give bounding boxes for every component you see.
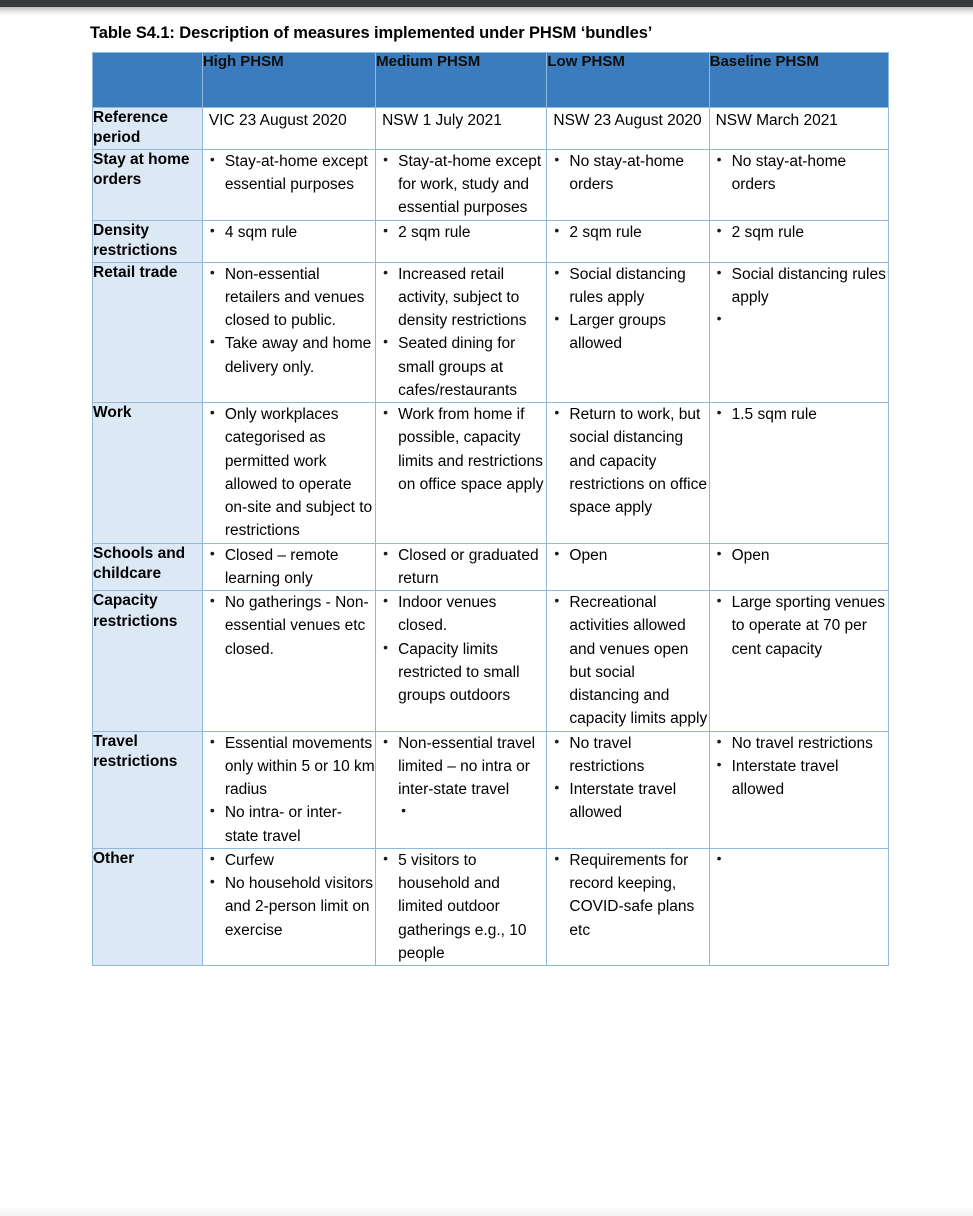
- table-row: [93, 403, 889, 544]
- table-row: [93, 591, 889, 732]
- row-label-reference-period: Reference period: [93, 108, 203, 150]
- bullet-item: • Work from home if possible, capacity limits and restrictions on office space apply: [376, 403, 546, 496]
- cell-schools-and-childcare-baseline: [709, 543, 888, 591]
- bullet-item: • Stay-at-home except for work, study and essential purposes: [376, 150, 546, 220]
- bullet-list: [547, 591, 708, 731]
- bullet-list: [710, 403, 888, 426]
- row-label-density-restrictions: Density restrictions: [93, 220, 203, 262]
- header-cell-medium-phsm: Medium PHSM: [376, 53, 547, 108]
- row-label-work: Work: [93, 403, 203, 544]
- bullet-list: [547, 150, 708, 197]
- cell-reference-period-medium: [376, 108, 547, 150]
- bullet-list: [547, 544, 708, 567]
- bullet-list: [203, 732, 375, 848]
- bullet-list: [203, 221, 375, 244]
- cell-travel-restrictions-medium: [376, 731, 547, 848]
- table-row: [93, 262, 889, 403]
- cell-density-restrictions-medium: [376, 220, 547, 262]
- bullet-item: • No gatherings - Non-essential venues etc closed.: [203, 591, 375, 661]
- cell-schools-and-childcare-low: [547, 543, 709, 591]
- cell-stay-at-home-orders-low: [547, 149, 709, 220]
- bullet-item: • No intra- or inter-state travel: [203, 801, 375, 848]
- bullet-item: • Social distancing rules apply: [710, 263, 888, 310]
- table-row: [93, 220, 889, 262]
- table-row: [93, 108, 889, 150]
- row-label-other: Other: [93, 848, 203, 965]
- viewer-top-bar: [0, 0, 973, 7]
- viewer-top-fade: [0, 7, 973, 16]
- bullet-item: • Curfew: [203, 849, 375, 872]
- cell-other-baseline: [709, 848, 888, 965]
- bullet-list: [547, 849, 708, 942]
- cell-retail-trade-low: [547, 262, 709, 403]
- bullet-item: • 4 sqm rule: [203, 221, 375, 244]
- bullet-list: [376, 150, 546, 220]
- row-label-retail-trade: Retail trade: [93, 262, 203, 403]
- bullet-item: • Indoor venues closed.: [376, 591, 546, 638]
- bullet-list: [203, 150, 375, 197]
- bullet-list: [710, 544, 888, 567]
- bullet-item: [710, 849, 888, 872]
- bullet-list: [710, 263, 888, 333]
- cell-capacity-restrictions-low: [547, 591, 709, 732]
- bullet-list: [203, 544, 375, 591]
- cell-schools-and-childcare-high: [202, 543, 375, 591]
- bullet-item: • Social distancing rules apply: [547, 263, 708, 310]
- bullet-item: • No travel restrictions: [710, 732, 888, 755]
- cell-stay-at-home-orders-baseline: [709, 149, 888, 220]
- bullet-item: • No stay-at-home orders: [547, 150, 708, 197]
- bullet-list: [547, 221, 708, 244]
- bullet-item: [376, 801, 546, 824]
- bullet-item: • Interstate travel allowed: [547, 778, 708, 825]
- bullet-list: [203, 403, 375, 543]
- cell-text: NSW 1 July 2021: [382, 112, 502, 129]
- table-caption: Table S4.1: Description of measures implemented under PHSM ‘bundles’: [90, 24, 653, 42]
- bullet-item: • Open: [710, 544, 888, 567]
- bullet-list: [203, 591, 375, 661]
- bullet-list: [376, 263, 546, 403]
- bullet-item: • 1.5 sqm rule: [710, 403, 888, 426]
- cell-reference-period-baseline: [709, 108, 888, 150]
- bullet-list: [547, 263, 708, 356]
- cell-other-high: [202, 848, 375, 965]
- bullet-item: • Requirements for record keeping, COVID-safe plans etc: [547, 849, 708, 942]
- bullet-item: • Essential movements only within 5 or 10 km radius: [203, 732, 375, 802]
- page-bottom-shade: [0, 1206, 973, 1216]
- row-label-schools-and-childcare: Schools and childcare: [93, 543, 203, 591]
- bullet-list: [376, 849, 546, 965]
- bullet-item: • Take away and home delivery only.: [203, 332, 375, 379]
- bullet-list: [203, 263, 375, 379]
- bullet-list: [376, 403, 546, 496]
- bullet-list: [710, 849, 888, 872]
- bullet-item: • Stay-at-home except essential purposes: [203, 150, 375, 197]
- bullet-list: [376, 221, 546, 244]
- cell-stay-at-home-orders-medium: [376, 149, 547, 220]
- document-page: [0, 16, 973, 1200]
- bullet-item: • Return to work, but social distancing and capacity restrictions on office space apply: [547, 403, 708, 519]
- bullet-item: • 5 visitors to household and limited outdoor gatherings e.g., 10 people: [376, 849, 546, 965]
- bullet-list: [547, 403, 708, 519]
- bullet-item: • Non-essential retailers and venues closed to public.: [203, 263, 375, 333]
- cell-text: NSW 23 August 2020: [553, 112, 702, 129]
- bullet-item: • Large sporting venues to operate at 70 per cent capacity: [710, 591, 888, 661]
- cell-density-restrictions-low: [547, 220, 709, 262]
- cell-capacity-restrictions-high: [202, 591, 375, 732]
- cell-retail-trade-high: [202, 262, 375, 403]
- bullet-item: • Closed or graduated return: [376, 544, 546, 591]
- cell-work-baseline: [709, 403, 888, 544]
- bullet-item: [710, 309, 888, 332]
- bullet-item: • Seated dining for small groups at cafes/restaurants: [376, 332, 546, 402]
- cell-reference-period-high: [202, 108, 375, 150]
- cell-reference-period-low: [547, 108, 709, 150]
- header-cell-corner: [93, 53, 203, 108]
- cell-schools-and-childcare-medium: [376, 543, 547, 591]
- header-cell-low-phsm: Low PHSM: [547, 53, 709, 108]
- row-label-travel-restrictions: Travel restrictions: [93, 731, 203, 848]
- table-row: [93, 149, 889, 220]
- cell-retail-trade-medium: [376, 262, 547, 403]
- header-cell-baseline-phsm: Baseline PHSM: [709, 53, 888, 108]
- phsm-measures-table: [92, 52, 889, 966]
- bullet-item: • No stay-at-home orders: [710, 150, 888, 197]
- header-cell-high-phsm: High PHSM: [202, 53, 375, 108]
- bullet-item: • No travel restrictions: [547, 732, 708, 779]
- table-row: [93, 543, 889, 591]
- bullet-item: • Open: [547, 544, 708, 567]
- cell-work-high: [202, 403, 375, 544]
- cell-other-medium: [376, 848, 547, 965]
- bullet-item: • 2 sqm rule: [547, 221, 708, 244]
- bullet-list: [710, 591, 888, 661]
- bullet-item: • Interstate travel allowed: [710, 755, 888, 802]
- cell-work-low: [547, 403, 709, 544]
- bullet-list: [710, 221, 888, 244]
- bullet-list: [547, 732, 708, 825]
- row-label-stay-at-home-orders: Stay at home orders: [93, 149, 203, 220]
- row-label-capacity-restrictions: Capacity restrictions: [93, 591, 203, 732]
- bullet-list: [710, 150, 888, 197]
- bullet-item: • Recreational activities allowed and venues open but social distancing and capacity limits apply: [547, 591, 708, 731]
- bullet-item: • Larger groups allowed: [547, 309, 708, 356]
- cell-density-restrictions-baseline: [709, 220, 888, 262]
- bullet-item: • Closed – remote learning only: [203, 544, 375, 591]
- table-body: [93, 108, 889, 966]
- cell-travel-restrictions-low: [547, 731, 709, 848]
- cell-other-low: [547, 848, 709, 965]
- bullet-list: [376, 591, 546, 707]
- bullet-list: [203, 849, 375, 942]
- table-row: [93, 848, 889, 965]
- bullet-item: • Non-essential travel limited – no intra or inter-state travel: [376, 732, 546, 802]
- cell-travel-restrictions-baseline: [709, 731, 888, 848]
- bullet-list: [710, 732, 888, 802]
- cell-stay-at-home-orders-high: [202, 149, 375, 220]
- cell-capacity-restrictions-medium: [376, 591, 547, 732]
- bullet-item: • Only workplaces categorised as permitted work allowed to operate on-site and subject to restrictions: [203, 403, 375, 543]
- bullet-item: • Capacity limits restricted to small groups outdoors: [376, 638, 546, 708]
- bullet-item: • Increased retail activity, subject to density restrictions: [376, 263, 546, 333]
- cell-travel-restrictions-high: [202, 731, 375, 848]
- cell-density-restrictions-high: [202, 220, 375, 262]
- cell-retail-trade-baseline: [709, 262, 888, 403]
- cell-text: VIC 23 August 2020: [208, 112, 347, 129]
- bullet-item: • 2 sqm rule: [376, 221, 546, 244]
- cell-work-medium: [376, 403, 547, 544]
- table-row: [93, 731, 889, 848]
- cell-text: NSW March 2021: [715, 112, 838, 129]
- table-header-row: [93, 53, 889, 108]
- bullet-list: [376, 732, 546, 825]
- bullet-item: • 2 sqm rule: [710, 221, 888, 244]
- bullet-list: [376, 544, 546, 591]
- bullet-item: • No household visitors and 2-person limit on exercise: [203, 872, 375, 942]
- table-header: [93, 53, 889, 108]
- cell-capacity-restrictions-baseline: [709, 591, 888, 732]
